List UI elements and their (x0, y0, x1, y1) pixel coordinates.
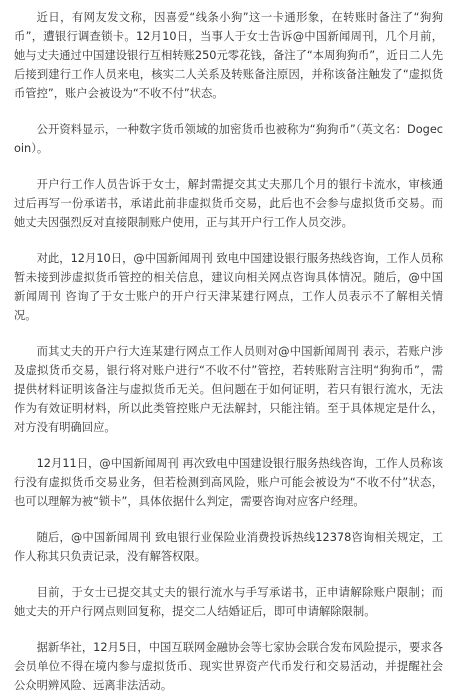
paragraph-1: 近日，有网友发文称，因喜爱“线条小狗”这一卡通形象，在转账时备注了“狗狗币”，遭银行调查锁卡。12月10日，当事人于女士告诉@中国新闻周刊，几个月前，她与丈夫通过中国建设银行互相转账250元零花钱，备注了“本周狗狗币”，近日二人先后接到建行工作人员来电，核实二人关系及转账备注原因，并称该备注触发了“虚拟货币管控”，账户会被设为“不收不付”状态。 (14, 11, 443, 100)
paragraph-6: 12月11日，@中国新闻周刊 再次致电中国建设银行服务热线咨询，工作人员称该行没有虚拟货币交易业务，但若检测到高风险，账户可能会被设为“不收不付”状态，也可以理解为被“锁卡”，具体依据什么判定，需要咨询对应客户经理。 (14, 457, 443, 508)
paragraph-5: 而其丈夫的开户行大连某建行网点工作人员则对@中国新闻周刊 表示，若账户涉及虚拟货币交易，银行将对账户进行“不收不付”管控，若转账附言注明“狗狗币”，需提供材料证明该备注与虚拟货币无关。但问题在于如何证明，若只有银行流水，无法作为有效证明材料，所以此类管控账户无法解封，只能注销。至于具体规定是什么，对方没有明确回应。 (14, 345, 443, 434)
paragraph-9: 据新华社，12月5日，中国互联网金融协会等七家协会联合发布风险提示，要求各会员单位不得在境内参与虚拟货币、现实世界资产代币发行和交易活动，并提醒社会公众明辨风险、远离非法活动。 (14, 641, 443, 692)
paragraph-2: 公开资料显示，一种数字货币领域的加密货币也被称为“狗狗币”（英文名：Dogecoin）。 (14, 123, 443, 155)
paragraph-3: 开户行工作人员告诉于女士，解封需提交其丈夫那几个月的银行卡流水，审核通过后再写一份承诺书，承诺此前非虚拟货币交易，此后也不会参与虚拟货币交易。而她丈夫因强烈反对直接限制账户使用，正与其开户行工作人员交涉。 (14, 178, 443, 229)
paragraph-8: 目前，于女士已提交其丈夫的银行流水与手写承诺书，正申请解除账户限制；而她丈夫的开户行网点则回复称，提交二人结婚证后，即可申请解除限制。 (14, 586, 443, 618)
paragraph-4: 对此，12月10日，@中国新闻周刊 致电中国建设银行服务热线咨询，工作人员称暂未接到涉虚拟货币管控的相关信息，建议向相关网点咨询具体情况。随后，@中国新闻周刊 咨询了于女士账户的开户行天津某建行网点，工作人员表示不了解相关情况。 (14, 252, 443, 322)
paragraph-7: 随后，@中国新闻周刊 致电银行业保险业消费投诉热线12378咨询相关规定，工作人称其只负责记录，没有解答权限。 (14, 531, 443, 563)
